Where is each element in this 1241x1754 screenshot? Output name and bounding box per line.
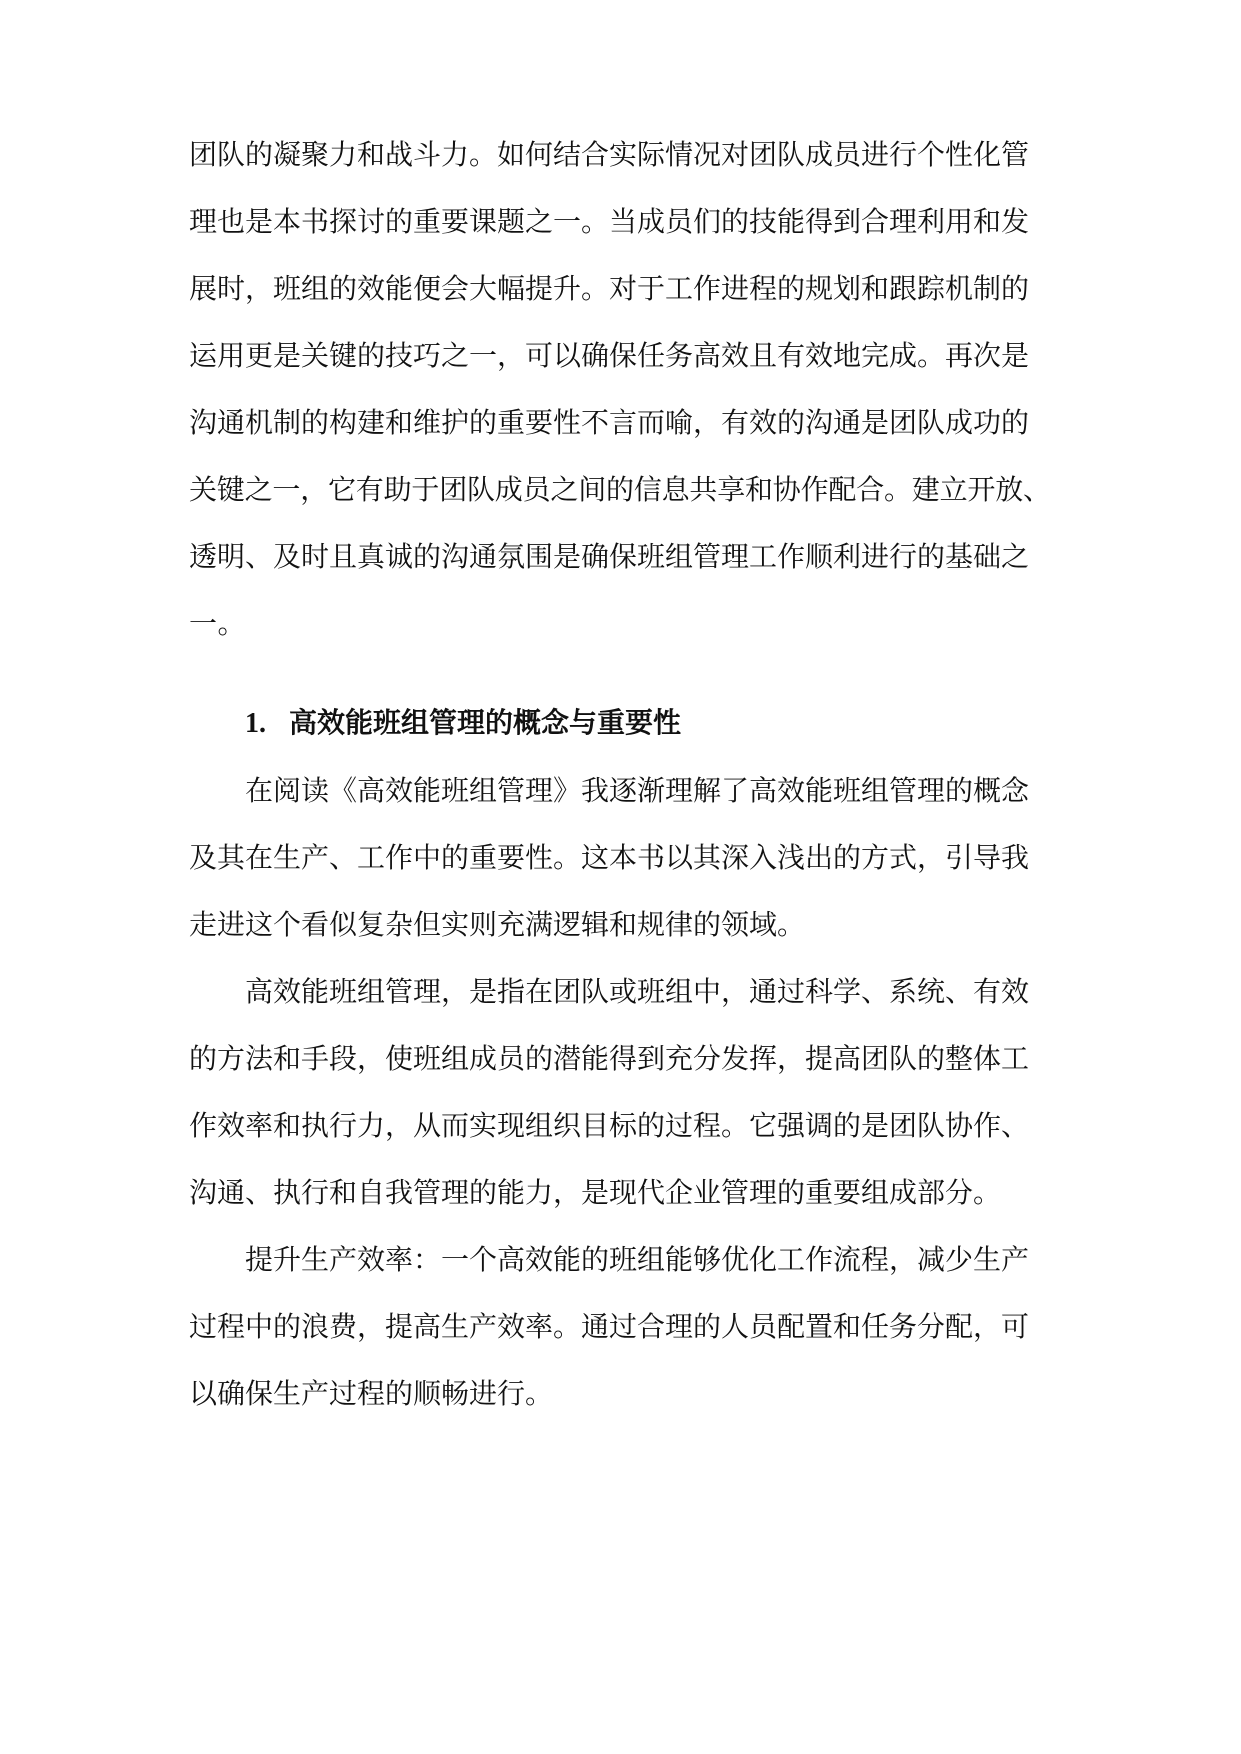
paragraph-line: 在阅读《高效能班组管理》我逐渐理解了高效能班组管理的概念 — [245, 774, 1030, 807]
paragraph-line: 及其在生产、工作中的重要性。这本书以其深入浅出的方式，引导我 — [189, 841, 1030, 874]
paragraph-line: 走进这个看似复杂但实则充满逻辑和规律的领域。 — [189, 908, 806, 941]
section-title: 高效能班组管理的概念与重要性 — [289, 706, 682, 739]
paragraph-line: 沟通、执行和自我管理的能力，是现代企业管理的重要组成部分。 — [189, 1176, 1002, 1209]
section-heading — [245, 704, 681, 743]
section-number: 1. — [245, 708, 266, 739]
paragraph-line: 的方法和手段，使班组成员的潜能得到充分发挥，提高团队的整体工 — [189, 1042, 1030, 1075]
paragraph-line: 展时，班组的效能便会大幅提升。对于工作进程的规划和跟踪机制的 — [189, 272, 1030, 305]
paragraph-line: 提升生产效率：一个高效能的班组能够优化工作流程，减少生产 — [245, 1243, 1030, 1276]
paragraph-line: 高效能班组管理，是指在团队或班组中，通过科学、系统、有效 — [245, 975, 1030, 1008]
paragraph-line: 一。 — [189, 607, 247, 640]
paragraph-line: 过程中的浪费，提高生产效率。通过合理的人员配置和任务分配，可 — [189, 1310, 1030, 1343]
paragraph-line: 沟通机制的构建和维护的重要性不言而喻，有效的沟通是团队成功的 — [189, 406, 1030, 439]
paragraph-line: 运用更是关键的技巧之一，可以确保任务高效且有效地完成。再次是 — [189, 339, 1030, 372]
paragraph-line: 团队的凝聚力和战斗力。如何结合实际情况对团队成员进行个性化管 — [189, 138, 1030, 171]
paragraph-line: 作效率和执行力，从而实现组织目标的过程。它强调的是团队协作、 — [189, 1109, 1030, 1142]
paragraph-line: 关键之一，它有助于团队成员之间的信息共享和协作配合。建立开放、 — [189, 473, 1051, 506]
paragraph-line: 理也是本书探讨的重要课题之一。当成员们的技能得到合理利用和发 — [189, 205, 1030, 238]
paragraph-line: 透明、及时且真诚的沟通氛围是确保班组管理工作顺利进行的基础之 — [189, 540, 1030, 573]
paragraph-line: 以确保生产过程的顺畅进行。 — [189, 1377, 554, 1410]
